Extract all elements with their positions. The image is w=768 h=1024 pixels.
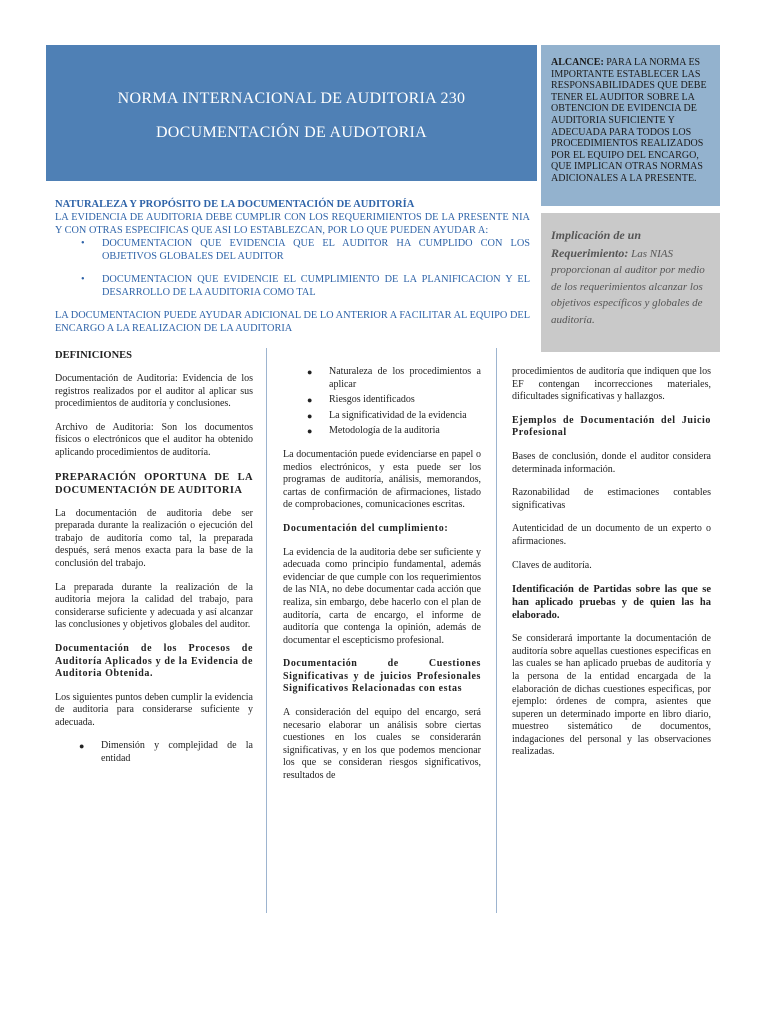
intro-bullet: • DOCUMENTACION QUE EVIDENCIE EL CUMPLIMIENTO DE LA PLANIFICACION Y EL DESARROLLO DE LA AUDITORIA COMO TAL — [81, 274, 530, 298]
column-divider — [496, 348, 497, 913]
paragraph: Se considerará importante la documentación de auditoría sobre aquellas cuestiones especificas en las cuales se han aplicado pruebas de auditoría y la persona de la entidad encargada de la elaboración de dichas cuestiones especificas, por ejemplo: órdenes de compra, asientes que superen un determinado importe en libro diario, muestreo sistemático de documentos, indagaciones del personal y las observaciones realizadas. — [512, 633, 711, 758]
list-item: ● Riesgos identificados — [307, 394, 415, 406]
paragraph: Claves de auditoría. — [512, 559, 592, 571]
bullet-list — [55, 740, 253, 765]
intro-subtitle: NATURALEZA Y PROPÓSITO DE LA DOCUMENTACIÓN DE AUDITORÍA — [55, 199, 415, 210]
implicacion-lead: Implicación de un Requerimiento: — [551, 228, 642, 260]
list-item: ● Metodología de la auditoria — [307, 425, 440, 437]
intro-paragraph: LA EVIDENCIA DE AUDITORIA DEBE CUMPLIR CON LOS REQUERIMIENTOS DE LA PRESENTE NIA Y CON OTRAS ESPECIFICAS QUE ASI LO ESTABLEZCAN, POR LO QUE PUEDEN AYUDAR A: — [55, 212, 530, 236]
page-title: NORMA INTERNACIONAL DE AUDITORIA 230 — [117, 90, 466, 107]
intro-bullet-list — [55, 237, 530, 299]
paragraph: Documentación de Auditoria: Evidencia de los registros realizados por el auditor al aplicar sus procedimientos de auditoría y conclusiones. — [55, 373, 253, 410]
paragraph: La documentación de auditoria debe ser preparada durante la realización o ejecución del trabajo de auditoría como tal, la preparada después, será menos exacta para la base de la conclusión del trabajo. — [55, 507, 253, 569]
bullet-list — [283, 366, 481, 438]
paragraph: Bases de conclusión, donde el auditor considera determinada información. — [512, 450, 711, 475]
paragraph: Autenticidad de un documento de un experto o afirmaciones. — [512, 523, 711, 547]
implicacion-sidebar — [541, 213, 720, 352]
heading-cuestiones: Documentación de Cuestiones Significativas y de juicios Profesionales Significativos Relacionadas con estas — [283, 658, 481, 695]
paragraph: La evidencia de la auditoria debe ser suficiente y adecuada como principio fundamental, además evidenciar de que cumple con los requerimientos de las NIA, no debe documentar cada acción que realiza, sin embargo, debe hacerlo con el plan de auditoría, carta de encargo, el informe de auditoría que contenga la opinión, además de documentar el escepticismo profesional. — [283, 546, 481, 646]
intro-closing: LA DOCUMENTACION PUEDE AYUDAR ADICIONAL DE LO ANTERIOR A FACILITAR AL EQUIPO DEL ENCARGO A LA REALIZACION DE LA AUDITORIA — [55, 310, 530, 334]
heading-ejemplos: Ejemplos de Documentación del Juicio Profesional — [512, 414, 711, 439]
page-subtitle: DOCUMENTACIÓN DE AUDOTORIA — [155, 124, 428, 141]
intro-bullet: • DOCUMENTACION QUE EVIDENCIA QUE EL AUDITOR HA CUMPLIDO CON LOS OBJETIVOS GLOBALES DEL AUDITOR — [81, 238, 530, 262]
paragraph: A consideración del equipo del encargo, será necesario elaborar un análisis sobre ciertas cuestiones en los cuales se considerarán significativas, y en los que podemos mencionar los que se consideran riesgos significativos, resultados de — [283, 707, 481, 782]
list-item: ● La significatividad de la evidencia — [307, 409, 467, 421]
column-right — [512, 366, 711, 770]
heading-preparacion: PREPARACIÓN OPORTUNA DE LA DOCUMENTACIÓN DE AUDITORIA — [55, 471, 253, 496]
paragraph: procedimientos de auditoría que indiquen que los EF contengan incorrecciones materiales, dificultades significativas y hallazgos. — [512, 366, 711, 403]
column-divider — [266, 348, 267, 913]
column-middle — [283, 366, 481, 794]
heading-procesos: Documentación de los Procesos de Auditoría Aplicados y de la Evidencia de Auditoria Obtenida. — [55, 642, 253, 680]
heading-identificacion: Identificación de Partidas sobre las que se han aplicado pruebas y de quien las ha elaborado. — [512, 584, 711, 622]
paragraph: Razonabilidad de estimaciones contables significativas — [512, 487, 711, 511]
paragraph: La documentación puede evidenciarse en papel o medios electrónicos, y esta puede ser los programas de auditoría, análisis, memorandos, cartas de confirmación de afirmaciones, listado de comprobaciones, comunicaciones escritas. — [283, 448, 481, 511]
alcance-sidebar — [541, 45, 720, 206]
list-item: ● Dimensión y complejidad de la entidad — [79, 740, 253, 765]
implicacion-text: Las NIAS proporcionan al auditor por medio de los requerimientos alcanzar los objetivos específicos y globales de auditoría. — [551, 247, 705, 326]
paragraph: Archivo de Auditoria: Son los documentos físicos o electrónicos que el auditor ha obtenido aplicando procedimientos de auditoría. — [55, 421, 253, 458]
paragraph: La preparada durante la realización de la auditoria mejora la calidad del trabajo, para considerarse suficiente y adecuada y así alcanzar las conclusiones y objetivos globales del auditor. — [55, 581, 253, 631]
title-banner — [46, 45, 537, 181]
alcance-label: ALCANCE: — [551, 57, 604, 68]
column-left — [55, 349, 253, 777]
alcance-text: PARA LA NORMA ES IMPORTANTE ESTABLECER LAS RESPONSABILIDADES QUE DEBE TENER EL AUDITOR SOBRE LA OBTENCION DE EVIDENCIA DE AUDITORIA SUFICIENTE Y ADECUADA PARA TODOS LOS PROCEDIMIENTOS REALIZADOS POR EL EQUIPO DEL ENCARGO, QUE IMPLICAN OTRAS NORMAS ADICIONALES A LA PRESENTE. — [551, 57, 707, 184]
heading-definiciones: DEFINICIONES — [55, 350, 133, 361]
heading-cumplimiento: Documentación del cumplimiento: — [283, 522, 449, 534]
paragraph: Los siguientes puntos deben cumplir la evidencia de auditoria para considerarse suficiente y adecuada. — [55, 691, 253, 728]
intro-section — [55, 198, 530, 335]
list-item: ● Naturaleza de los procedimientos a aplicar — [307, 366, 481, 390]
